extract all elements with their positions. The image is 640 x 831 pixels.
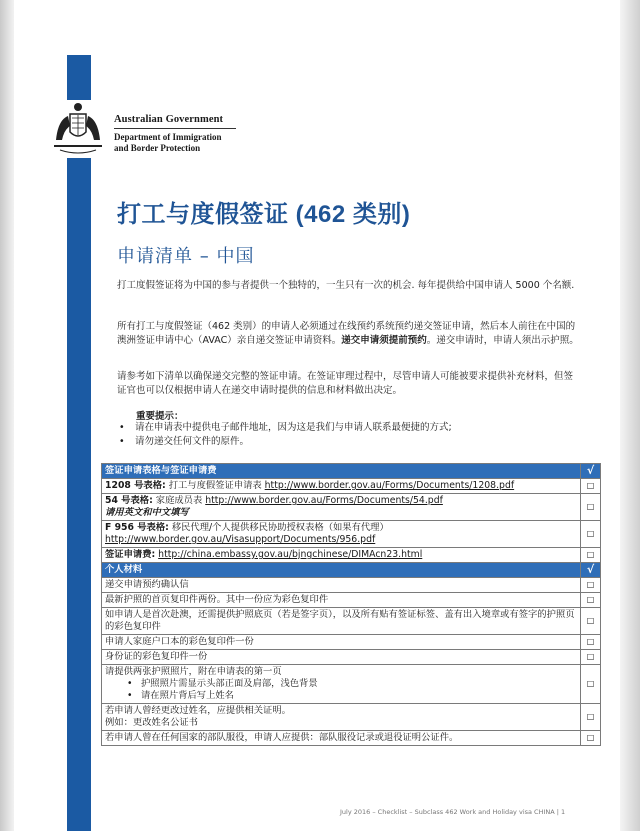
page-shadow-right — [620, 0, 640, 831]
table-row — [102, 593, 601, 608]
form-f956-label: F 956 号表格: — [105, 522, 169, 533]
intro-paragraph: 打工度假签证将为中国的参与者提供一个独特的，一生只有一次的机会. 每年提供给中国申请人 5000 个名额. — [117, 280, 575, 291]
section-header-label: 个人材料 — [102, 563, 581, 578]
tips-title: 重要提示： — [136, 411, 184, 422]
checkbox[interactable]: □ — [581, 704, 601, 731]
military-item: 若申请人曾在任何国家的部队服役，申请人应提供：部队服役记录或退役证明公证件。 — [102, 731, 581, 746]
checkbox[interactable]: □ — [581, 608, 601, 635]
government-header — [114, 114, 236, 154]
application-text-a: 所有打工与度假签证（462 类别）的申请人必须通过在线预约系统预约递交签证申请，然后本人前往在中国的澳洲签证申请中心（AVAC）亲自递交签证申请资料。 — [117, 321, 576, 346]
form-54-label: 54 号表格: — [105, 495, 153, 506]
checkbox[interactable]: □ — [581, 479, 601, 494]
table-row — [102, 608, 601, 635]
checkbox[interactable]: □ — [581, 731, 601, 746]
application-paragraph — [117, 320, 579, 348]
form-54-note: 请用英文和中文填写 — [105, 507, 189, 518]
personal-item: 递交申请预约确认信 — [102, 578, 581, 593]
check-mark-icon: √ — [581, 464, 601, 479]
page-shadow-left — [0, 0, 14, 831]
form-1208-label: 1208 号表格: — [105, 480, 166, 491]
table-row — [102, 650, 601, 665]
checkbox[interactable]: □ — [581, 578, 601, 593]
personal-item: 申请人家庭户口本的彩色复印件一份 — [102, 635, 581, 650]
table-row — [102, 494, 601, 521]
table-row — [102, 479, 601, 494]
checkbox[interactable]: □ — [581, 635, 601, 650]
coat-of-arms-logo — [48, 100, 108, 158]
form-1208-text: 打工与度假签证申请表 — [168, 480, 262, 491]
section-header-personal — [102, 563, 601, 578]
gov-line-3: and Border Protection — [114, 143, 201, 153]
document-subtitle: 申请清单 – 中国 — [117, 246, 255, 267]
checkbox[interactable]: □ — [581, 548, 601, 563]
table-row — [102, 731, 601, 746]
gov-line-2: Department of Immigration — [114, 132, 222, 142]
form-1208-link[interactable]: http://www.border.gov.au/Forms/Documents/1208.pdf — [264, 480, 515, 491]
table-row — [102, 665, 601, 704]
blue-side-bar — [67, 55, 91, 831]
checkbox[interactable]: □ — [581, 650, 601, 665]
photo-sub-item: • 请在照片背后写上姓名 — [105, 690, 577, 702]
document-title: 打工与度假签证 (462 类别) — [117, 201, 411, 228]
checkbox[interactable]: □ — [581, 494, 601, 521]
name-change-item: 若申请人曾经更改过姓名，应提供相关证明。 — [105, 705, 291, 716]
table-row — [102, 635, 601, 650]
checkbox[interactable]: □ — [581, 665, 601, 704]
checkbox[interactable]: □ — [581, 521, 601, 548]
tip-item: • 请勿递交任何文件的原件。 — [119, 435, 452, 449]
table-row — [102, 548, 601, 563]
table-row — [102, 521, 601, 548]
checklist-paragraph: 请参考如下清单以确保递交完整的签证申请。在签证审理过程中，尽管申请人可能被要求提供补充材料，但签证官也可以仅根据申请人在递交申请时提供的信息和材料做出决定。 — [117, 371, 574, 396]
tips-list — [119, 421, 452, 449]
table-row — [102, 704, 601, 731]
fee-label: 签证申请费: — [105, 549, 156, 560]
check-mark-icon: √ — [581, 563, 601, 578]
page-footer: July 2016 – Checklist – Subclass 462 Work and Holiday visa CHINA | 1 — [340, 808, 566, 816]
form-f956-text: 移民代理/个人提供移民协助授权表格（如果有代理） — [171, 522, 389, 533]
section-header-forms — [102, 464, 601, 479]
photo-item: 请提供两张护照照片，附在申请表的第一页 — [105, 666, 282, 677]
photo-sub-item: • 护照照片需显示头部正面及肩部，浅色背景 — [105, 678, 577, 690]
tip-item: • 请在申请表中提供电子邮件地址，因为这是我们与申请人联系最便捷的方式; — [119, 421, 452, 435]
form-f956-link[interactable]: http://www.border.gov.au/Visasupport/Documents/956.pdf — [105, 534, 376, 545]
checklist-table — [101, 463, 601, 746]
gov-divider — [114, 128, 236, 129]
application-text-b: 。递交申请时，申请人须出示护照。 — [426, 335, 579, 346]
table-row — [102, 578, 601, 593]
personal-item: 最新护照的首页复印件两份。其中一份应为彩色复印件 — [102, 593, 581, 608]
checkbox[interactable]: □ — [581, 593, 601, 608]
name-change-example: 例如：更改姓名公证书 — [105, 717, 198, 728]
section-header-label: 签证申请表格与签证申请费 — [102, 464, 581, 479]
personal-item: 如申请人是首次赴澳，还需提供护照底页（若是签字页），以及所有贴有签证标签、盖有出入境章或有签字的护照页的彩色复印件 — [102, 608, 581, 635]
form-54-link[interactable]: http://www.border.gov.au/Forms/Documents/54.pdf — [205, 495, 443, 506]
appointment-required-text: 递交申请须提前预约 — [341, 335, 427, 346]
form-54-text: 家庭成员表 — [155, 495, 203, 506]
fee-link[interactable]: http://china.embassy.gov.au/bjngchinese/DIMAcn23.html — [158, 549, 423, 560]
personal-item: 身份证的彩色复印件一份 — [102, 650, 581, 665]
gov-line-1: Australian Government — [114, 114, 224, 125]
